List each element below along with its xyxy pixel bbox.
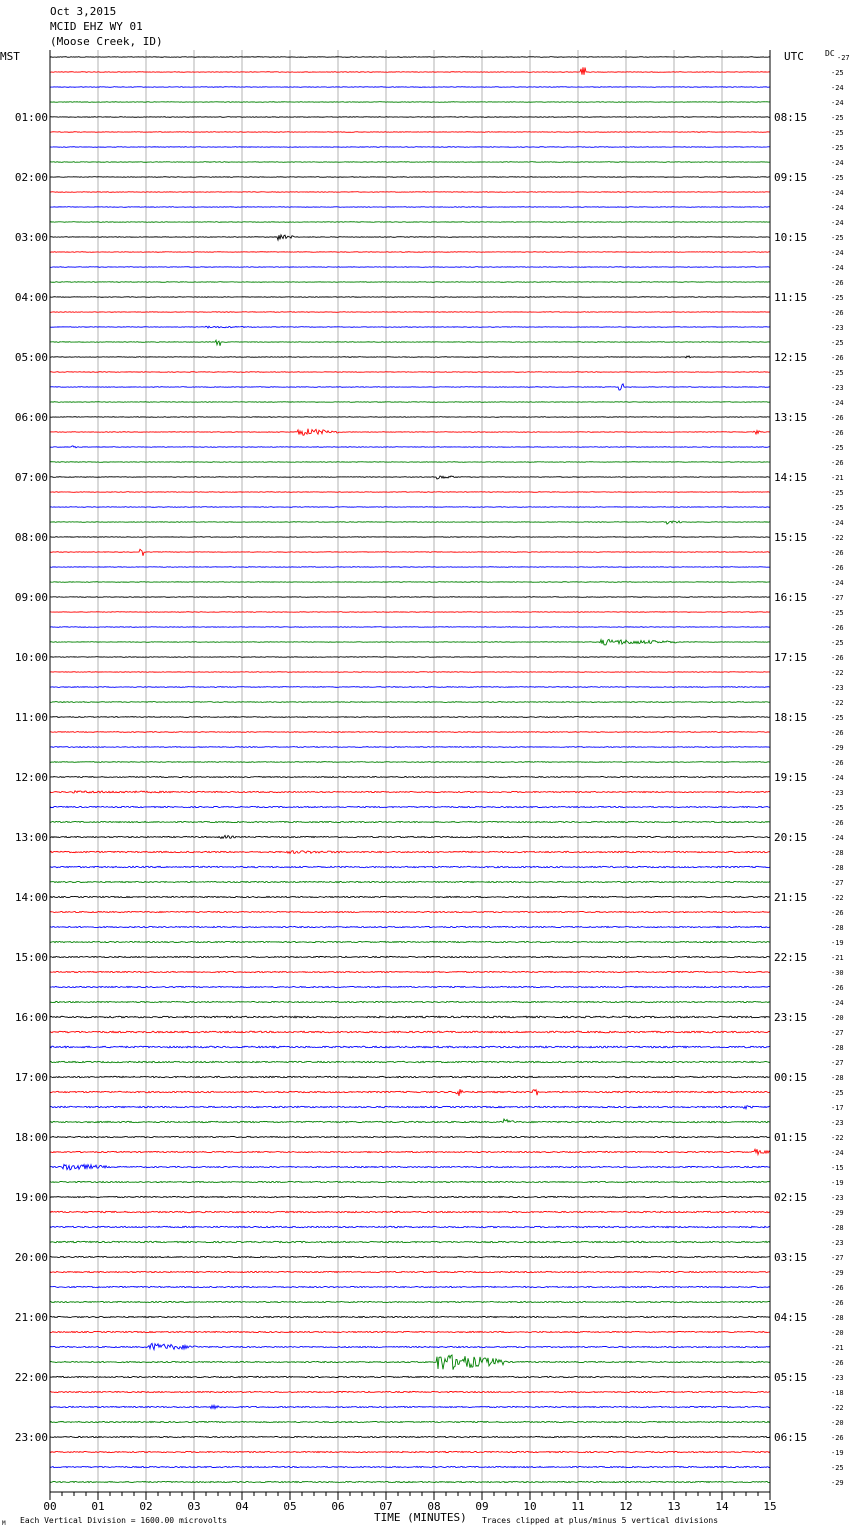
dc-offset-value: -27 [831,594,844,602]
dc-offset-value: -24 [831,99,844,107]
vertical-scale-note: Each Vertical Division = 1600.00 microvolts [20,1516,228,1525]
trace-row [50,717,770,718]
left-hour-label: 19:00 [14,1191,48,1204]
right-hour-label: 03:15 [774,1251,808,1264]
trace-row [50,1016,770,1018]
dc-offset-value: -26 [831,429,844,437]
trace-row [50,312,770,313]
dc-offset-value: -24 [831,579,844,587]
dc-offset-value: -19 [831,1449,844,1457]
right-hour-label: 16:15 [774,591,808,604]
trace-row [50,372,770,373]
dc-offset-value: -23 [831,789,844,797]
trace-row [50,67,770,75]
dc-offset-value: -26 [831,279,844,287]
trace-row [50,896,770,897]
trace-row [50,1481,770,1482]
dc-offset-value: -28 [831,1314,844,1322]
dc-offset-value: -26 [831,1359,844,1367]
dc-offset-value: -28 [831,1074,844,1082]
trace-row [50,235,770,240]
trace-row [50,777,770,778]
dc-offset-value: -28 [831,1224,844,1232]
trace-row [50,971,770,972]
trace-row [50,252,770,253]
right-hour-label: 00:15 [774,1071,808,1084]
trace-row [50,177,770,178]
trace-row [50,1286,770,1287]
dc-offset-value: -25 [831,129,844,137]
trace-row [50,462,770,463]
dc-offset-value: -24 [831,159,844,167]
dc-offset-value: -25 [831,69,844,77]
trace-row [50,702,770,703]
trace-row [50,582,770,583]
right-timezone-label: UTC [784,50,804,63]
trace-row [50,1316,770,1317]
dc-offset-value: -22 [831,894,844,902]
dc-offset-value: -26 [831,654,844,662]
trace-row [50,402,770,403]
trace-row [50,612,770,613]
dc-offset-value: -25 [831,234,844,242]
dc-offset-value: -24 [831,249,844,257]
left-hour-label: 22:00 [14,1371,48,1384]
left-hour-label: 17:00 [14,1071,48,1084]
dc-offset-value: -22 [831,669,844,677]
right-hour-label: 22:15 [774,951,808,964]
trace-row [50,597,770,598]
left-hour-label: 04:00 [14,291,48,304]
dc-offset-value: -25 [831,489,844,497]
dc-offset-value: -19 [831,939,844,947]
dc-offset-value: -26 [831,414,844,422]
trace-row [50,657,770,658]
dc-offset-value: -25 [831,1089,844,1097]
dc-offset-value: -26 [831,1299,844,1307]
dc-offset-value: -24 [831,1149,844,1157]
trace-row [50,1136,770,1137]
trace-row [50,866,770,867]
trace-row [50,87,770,88]
x-tick-label: 15 [763,1500,777,1513]
trace-row [50,1119,770,1123]
x-tick-label: 03 [187,1500,201,1513]
dc-offset-value: -27 [831,1059,844,1067]
dc-offset-value: -26 [831,1284,844,1292]
trace-row [50,639,770,644]
dc-offset-value: -23 [831,1194,844,1202]
left-hour-label: 14:00 [14,891,48,904]
trace-row [50,1355,770,1370]
left-timezone-label: MST [0,50,20,63]
dc-offset-value: -20 [831,1419,844,1427]
trace-row [50,102,770,103]
x-tick-label: 00 [43,1500,57,1513]
x-tick-label: 02 [139,1500,153,1513]
dc-offset-value: -25 [831,609,844,617]
trace-row [50,791,770,793]
trace-row [50,1031,770,1033]
trace-row [50,340,770,346]
dc-offset-value: -27 [831,1254,844,1262]
right-hour-label: 12:15 [774,351,808,364]
right-hour-label: 19:15 [774,771,808,784]
dc-offset-value: -23 [831,1374,844,1382]
trace-row [50,162,770,163]
trace-row [50,1271,770,1272]
left-hour-label: 07:00 [14,471,48,484]
right-hour-label: 14:15 [774,471,808,484]
trace-row [50,207,770,208]
dc-offset-value: -27 [837,54,850,62]
right-hour-label: 20:15 [774,831,808,844]
trace-row [50,732,770,733]
dc-offset-value: -29 [831,1479,844,1487]
trace-row [50,1106,770,1109]
station-location: (Moose Creek, ID) [50,35,163,48]
left-hour-label: 01:00 [14,111,48,124]
x-tick-label: 01 [91,1500,105,1513]
trace-row [50,267,770,268]
trace-row [50,627,770,628]
dc-offset-value: -26 [831,759,844,767]
station-code: MCID EHZ WY 01 [50,20,143,33]
dc-offset-value: -25 [831,174,844,182]
trace-row [50,1301,770,1302]
dc-offset-value: -24 [831,834,844,842]
trace-row [50,1046,770,1048]
dc-offset-value: -28 [831,1044,844,1052]
dc-offset-value: -22 [831,1404,844,1412]
dc-offset-value: -24 [831,264,844,272]
trace-row [50,1196,770,1197]
x-tick-label: 05 [283,1500,297,1513]
trace-row [50,417,770,418]
x-tick-label: 14 [715,1500,729,1513]
trace-row [50,222,770,223]
right-hour-label: 09:15 [774,171,808,184]
right-hour-label: 18:15 [774,711,808,724]
dc-offset-value: -28 [831,924,844,932]
left-hour-label: 09:00 [14,591,48,604]
x-tick-label: 08 [427,1500,441,1513]
left-hour-label: 16:00 [14,1011,48,1024]
dc-offset-value: -23 [831,324,844,332]
dc-offset-value: -24 [831,204,844,212]
x-tick-label: 06 [331,1500,345,1513]
x-tick-label: 09 [475,1500,489,1513]
trace-row [50,326,770,328]
left-hour-label: 08:00 [14,531,48,544]
dc-offset-value: -25 [831,444,844,452]
x-tick-label: 12 [619,1500,633,1513]
trace-row [50,747,770,748]
left-hour-label: 03:00 [14,231,48,244]
trace-row [50,282,770,283]
dc-offset-value: -24 [831,519,844,527]
trace-row [50,1226,770,1227]
trace-row [50,356,770,358]
dc-offset-value: -30 [831,969,844,977]
dc-offset-value: -24 [831,399,844,407]
dc-offset-value: -26 [831,624,844,632]
dc-offset-value: -21 [831,954,844,962]
trace-row [50,549,770,556]
right-hour-label: 02:15 [774,1191,808,1204]
dc-offset-value: -20 [831,1329,844,1337]
dc-offset-value: -26 [831,354,844,362]
left-hour-label: 13:00 [14,831,48,844]
dc-offset-value: -27 [831,879,844,887]
dc-offset-value: -28 [831,849,844,857]
dc-offset-value: -26 [831,819,844,827]
trace-row [50,881,770,882]
trace-row [50,1256,770,1257]
trace-row [50,384,770,390]
dc-offset-value: -22 [831,699,844,707]
trace-row [50,429,770,436]
dc-offset-value: -25 [831,294,844,302]
right-hour-label: 05:15 [774,1371,808,1384]
trace-row [50,1001,770,1002]
dc-offset-header: DC [825,49,835,58]
trace-row [50,567,770,568]
dc-offset-value: -23 [831,684,844,692]
dc-offset-value: -26 [831,564,844,572]
trace-row [50,1211,770,1212]
x-tick-label: 07 [379,1500,393,1513]
x-axis-title: TIME (MINUTES) [374,1511,467,1524]
dc-offset-value: -21 [831,1344,844,1352]
left-hour-label: 12:00 [14,771,48,784]
right-hour-label: 23:15 [774,1011,808,1024]
right-hour-label: 13:15 [774,411,808,424]
trace-row [50,1165,770,1170]
x-tick-label: 13 [667,1500,681,1513]
trace-row [50,851,770,854]
dc-offset-value: -26 [831,984,844,992]
trace-row [50,132,770,133]
dc-offset-value: -24 [831,219,844,227]
dc-offset-value: -26 [831,1434,844,1442]
clipping-note: Traces clipped at plus/minus 5 vertical divisions [482,1516,719,1525]
right-hour-label: 08:15 [774,111,808,124]
trace-row [50,1331,770,1332]
dc-offset-value: -26 [831,309,844,317]
trace-row [50,192,770,193]
dc-offset-value: -22 [831,1134,844,1142]
trace-row [50,117,770,118]
trace-row [50,521,770,524]
dc-offset-value: -25 [831,504,844,512]
trace-row [50,687,770,688]
dc-offset-value: -25 [831,639,844,647]
trace-row [50,821,770,822]
trace-row [50,147,770,148]
dc-offset-value: -19 [831,1179,844,1187]
trace-row [50,926,770,927]
trace-row [50,297,770,298]
trace-row [50,986,770,987]
dc-offset-value: -24 [831,189,844,197]
trace-row [50,1343,770,1349]
left-hour-label: 05:00 [14,351,48,364]
trace-row [50,1466,770,1467]
trace-row [50,1181,770,1182]
corner-mark: M [2,1520,6,1527]
right-hour-label: 21:15 [774,891,808,904]
right-hour-label: 17:15 [774,651,808,664]
trace-row [50,806,770,807]
dc-offset-value: -26 [831,729,844,737]
dc-offset-value: -26 [831,459,844,467]
dc-offset-value: -21 [831,474,844,482]
trace-row [50,956,770,957]
trace-row [50,672,770,673]
left-hour-label: 10:00 [14,651,48,664]
x-tick-label: 04 [235,1500,249,1513]
trace-row [50,911,770,912]
trace-row [50,492,770,493]
trace-row [50,507,770,508]
left-hour-label: 21:00 [14,1311,48,1324]
left-hour-label: 06:00 [14,411,48,424]
dc-offset-value: -25 [831,714,844,722]
right-hour-label: 04:15 [774,1311,808,1324]
dc-offset-value: -20 [831,1014,844,1022]
left-hour-label: 18:00 [14,1131,48,1144]
dc-offset-value: -23 [831,384,844,392]
dc-offset-value: -18 [831,1389,844,1397]
dc-offset-value: -26 [831,909,844,917]
dc-offset-value: -29 [831,1269,844,1277]
dc-offset-value: -28 [831,864,844,872]
dc-offset-value: -24 [831,999,844,1007]
trace-row [50,1061,770,1062]
dc-offset-value: -29 [831,744,844,752]
dc-offset-value: -25 [831,369,844,377]
left-hour-label: 11:00 [14,711,48,724]
dc-offset-value: -17 [831,1104,844,1112]
right-hour-label: 11:15 [774,291,808,304]
right-hour-label: 15:15 [774,531,808,544]
dc-offset-value: -25 [831,144,844,152]
trace-row [50,57,770,58]
plot-date: Oct 3,2015 [50,5,117,18]
trace-row [50,1391,770,1392]
x-tick-label: 11 [571,1500,585,1513]
dc-offset-value: -25 [831,114,844,122]
left-hour-label: 15:00 [14,951,48,964]
x-tick-label: 10 [523,1500,537,1513]
dc-offset-value: -23 [831,1119,844,1127]
trace-row [50,1089,770,1096]
dc-offset-value: -23 [831,1239,844,1247]
trace-row [50,476,770,479]
trace-row [50,1405,770,1408]
dc-offset-value: -22 [831,534,844,542]
trace-row [50,762,770,763]
trace-row [50,1421,770,1422]
trace-row [50,1451,770,1452]
trace-row [50,1149,770,1154]
right-hour-label: 06:15 [774,1431,808,1444]
dc-offset-value: -25 [831,804,844,812]
left-hour-label: 02:00 [14,171,48,184]
right-hour-label: 10:15 [774,231,808,244]
left-hour-label: 20:00 [14,1251,48,1264]
dc-offset-value: -29 [831,1209,844,1217]
trace-row [50,1436,770,1437]
trace-row [50,1241,770,1242]
left-hour-label: 23:00 [14,1431,48,1444]
trace-row [50,1376,770,1377]
right-hour-label: 01:15 [774,1131,808,1144]
dc-offset-value: -25 [831,1464,844,1472]
trace-row [50,446,770,448]
dc-offset-value: -15 [831,1164,844,1172]
dc-offset-value: -25 [831,339,844,347]
trace-row [50,941,770,942]
trace-row [50,1076,770,1077]
dc-offset-value: -24 [831,774,844,782]
dc-offset-value: -26 [831,549,844,557]
dc-offset-value: -27 [831,1029,844,1037]
trace-row [50,835,770,838]
trace-row [50,537,770,538]
dc-offset-value: -24 [831,84,844,92]
